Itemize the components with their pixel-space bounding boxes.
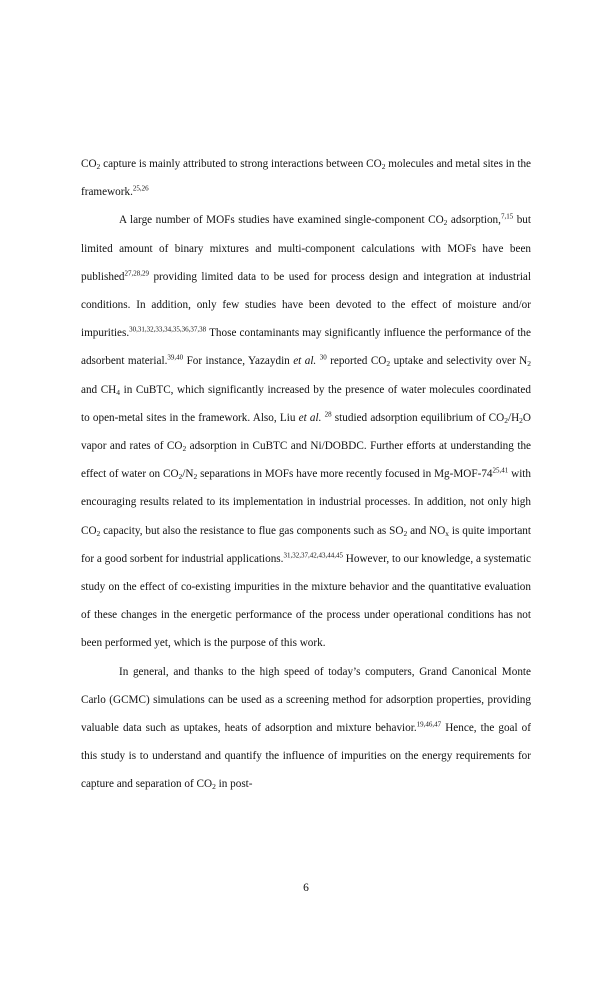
- body-text: [81, 150, 531, 799]
- citation: 31,32,37,42,43,44,45: [283, 551, 343, 560]
- paragraph-3: In general, and thanks to the high speed of today’s computers, Grand Canonical Monte Carlo (GCMC) simulations can be used as a screening method for adsorption properties, providing valuable data such as uptakes, heats of adsorption and mixture behavior.$^{19,46,47}$ Hence, the goal of this study is to understand and quantify the influence of impurities on the energy requirements for capture and separation of $CO_2$ in post-: [81, 665, 531, 792]
- citation: 39,40: [167, 353, 184, 362]
- citation: 30: [319, 353, 327, 362]
- citation: 30,31,32,33,34,35,36,37,38: [129, 325, 207, 334]
- citation: 25,41: [492, 466, 509, 475]
- citation: 28: [324, 410, 332, 419]
- paragraph-1: $CO_2$ capture is mainly attributed to strong interactions between $CO_2$ molecules and metal sites in the framework.$^{25,26}$: [81, 158, 532, 199]
- citation: 19,46,47: [416, 720, 442, 729]
- citation: 25,26: [132, 184, 149, 193]
- citation: 7,15: [500, 212, 514, 221]
- paragraph-2: A large number of MOFs studies have examined single-component $CO_2$ adsorption,$^{7,15}$ but limited amount of binary mixtures and multi-component calculations with MOFs have been published$^{27,28,29}$ providing limited data to be used for process design and integration at industrial conditions. In addition, only few studies have been devoted to the effect of moisture and/or impurities.$^{30,31,32,33,34,35,36,37,38}$ Those contaminants may significantly influence the performance of the adsorbent material.$^{39,40}$ For instance, Yazaydin et al. $^{30}$ reported $CO_2$ uptake and selectivity over $N_2$ and $CH_4$ in CuBTC, which significantly increased by the presence of water molecules coordinated to open-metal sites in the framework. Also, Liu et al. $^{28}$ studied adsorption equilibrium of $CO_2/H_2O$ vapor and rates of $CO_2$ adsorption in CuBTC and Ni/DOBDC. Further efforts at understanding the effect of water on $CO_2/N_2$ separations in MOFs have more recently focused in Mg-MOF-74$^{25,41}$ with encouraging results related to its implementation in industrial processes. In addition, not only high $CO_2$ capacity, but also the resistance to flue gas components such as $SO_2$ and $NO_x$ is quite important for a good sorbent for industrial applications.$^{31,32,37,42,43,44,45}$ However, to our knowledge, a systematic study on the effect of co-existing impurities in the mixture behavior and the quantitative evaluation of these changes in the energetic performance of the process under operational conditions has not been performed yet, which is the purpose of this work.: [81, 212, 532, 650]
- page-number: 6: [303, 882, 309, 894]
- citation: 27,28,29: [124, 269, 150, 278]
